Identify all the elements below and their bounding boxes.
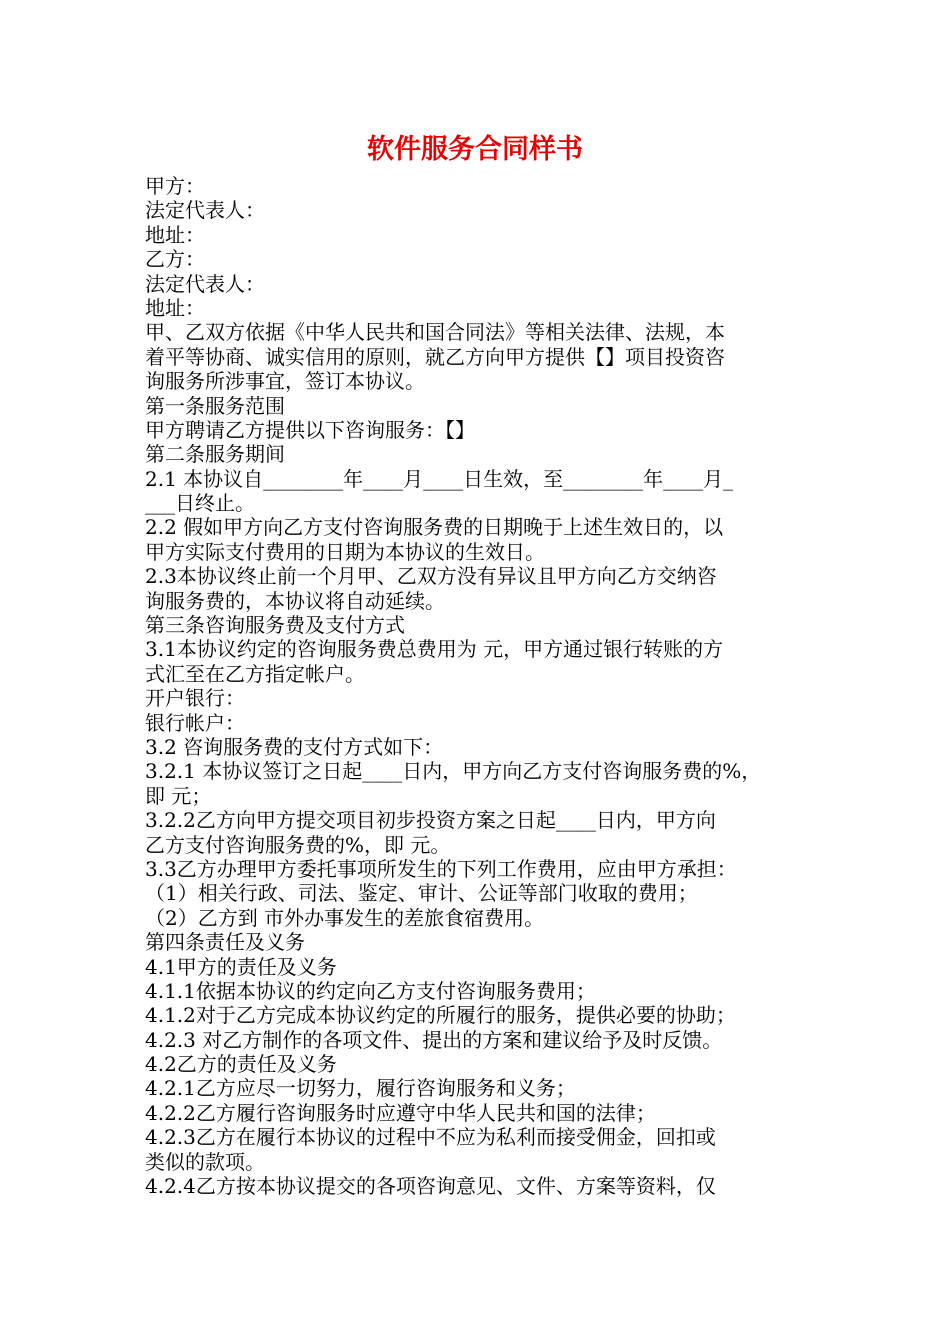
- text-line: ___日终止。: [145, 491, 255, 516]
- text-line: 2.2 假如甲方向乙方支付咨询服务费的日期晚于上述生效日的，以: [145, 515, 724, 540]
- text-line: 甲、乙双方依据《中华人民共和国合同法》等相关法律、法规，本: [145, 320, 725, 345]
- text-line: 4.1.1依据本协议的约定向乙方支付咨询服务费用；: [145, 978, 596, 1003]
- text-line: 甲方聘请乙方提供以下咨询服务：【】: [145, 417, 475, 442]
- document-title: 软件服务合同样书: [367, 134, 583, 165]
- text-line: 3.1本协议约定的咨询服务费总费用为 元，甲方通过银行转账的方: [145, 637, 724, 662]
- text-line: 询服务所涉事宜，签订本协议。: [145, 369, 425, 394]
- text-line: 式汇至在乙方指定帐户。: [145, 661, 365, 686]
- text-line: 第三条咨询服务费及支付方式: [145, 613, 405, 638]
- text-line: 4.2.1乙方应尽一切努力，履行咨询服务和义务；: [145, 1076, 576, 1101]
- text-line: 4.1甲方的责任及义务: [145, 954, 337, 979]
- text-line: 法定代表人：: [145, 198, 265, 223]
- text-line: （1）相关行政、司法、鉴定、审计、公证等部门收取的费用；: [145, 881, 698, 906]
- contract-body: [145, 174, 825, 1198]
- text-line: 4.2.2乙方履行咨询服务时应遵守中华人民共和国的法律；: [145, 1100, 656, 1125]
- text-line: （2）乙方到 市外办事发生的差旅食宿费用。: [145, 905, 545, 930]
- text-line: 2.3本协议终止前一个月甲、乙双方没有异议且甲方向乙方交纳咨: [145, 564, 717, 589]
- text-line: 类似的款项。: [145, 1149, 265, 1174]
- text-line: 询服务费的，本协议将自动延续。: [145, 588, 445, 613]
- text-line: 着平等协商、诚实信用的原则，就乙方向甲方提供【】项目投资咨: [145, 344, 725, 369]
- text-line: 地址：: [145, 222, 205, 247]
- text-line: 第四条责任及义务: [145, 930, 305, 955]
- text-line: 2.1 本协议自________年____月____日生效，至________年____月_: [145, 466, 734, 491]
- text-line: 4.1.2对于乙方完成本协议约定的所履行的服务，提供必要的协助；: [145, 1003, 736, 1028]
- text-line: 即 元；: [145, 783, 212, 808]
- text-line: 开户银行：: [145, 686, 245, 711]
- text-line: 4.2.4乙方按本协议提交的各项咨询意见、文件、方案等资料，仅: [145, 1174, 716, 1199]
- text-line: 4.2.3乙方在履行本协议的过程中不应为私利而接受佣金，回扣或: [145, 1125, 716, 1150]
- text-line: 地址：: [145, 295, 205, 320]
- text-line: 3.2.1 本协议签订之日起____日内，甲方向乙方支付咨询服务费的%，: [145, 759, 762, 784]
- text-line: 第一条服务范围: [145, 393, 285, 418]
- text-line: 3.2 咨询服务费的支付方式如下：: [145, 734, 444, 759]
- text-line: 甲方实际支付费用的日期为本协议的生效日。: [145, 539, 545, 564]
- text-line: 3.3乙方办理甲方委托事项所发生的下列工作费用，应由甲方承担：: [145, 856, 737, 881]
- text-line: 银行帐户：: [145, 710, 245, 735]
- text-line: 法定代表人：: [145, 271, 265, 296]
- text-line: 乙方：: [145, 247, 205, 272]
- text-line: 乙方支付咨询服务费的%，即 元。: [145, 832, 451, 857]
- text-line: 4.2.3 对乙方制作的各项文件、提出的方案和建议给予及时反馈。: [145, 1027, 723, 1052]
- text-line: 甲方：: [145, 174, 205, 198]
- text-line: 3.2.2乙方向甲方提交项目初步投资方案之日起____日内，甲方向: [145, 808, 716, 833]
- text-line: 4.2乙方的责任及义务: [145, 1052, 337, 1077]
- text-line: 第二条服务期间: [145, 442, 285, 467]
